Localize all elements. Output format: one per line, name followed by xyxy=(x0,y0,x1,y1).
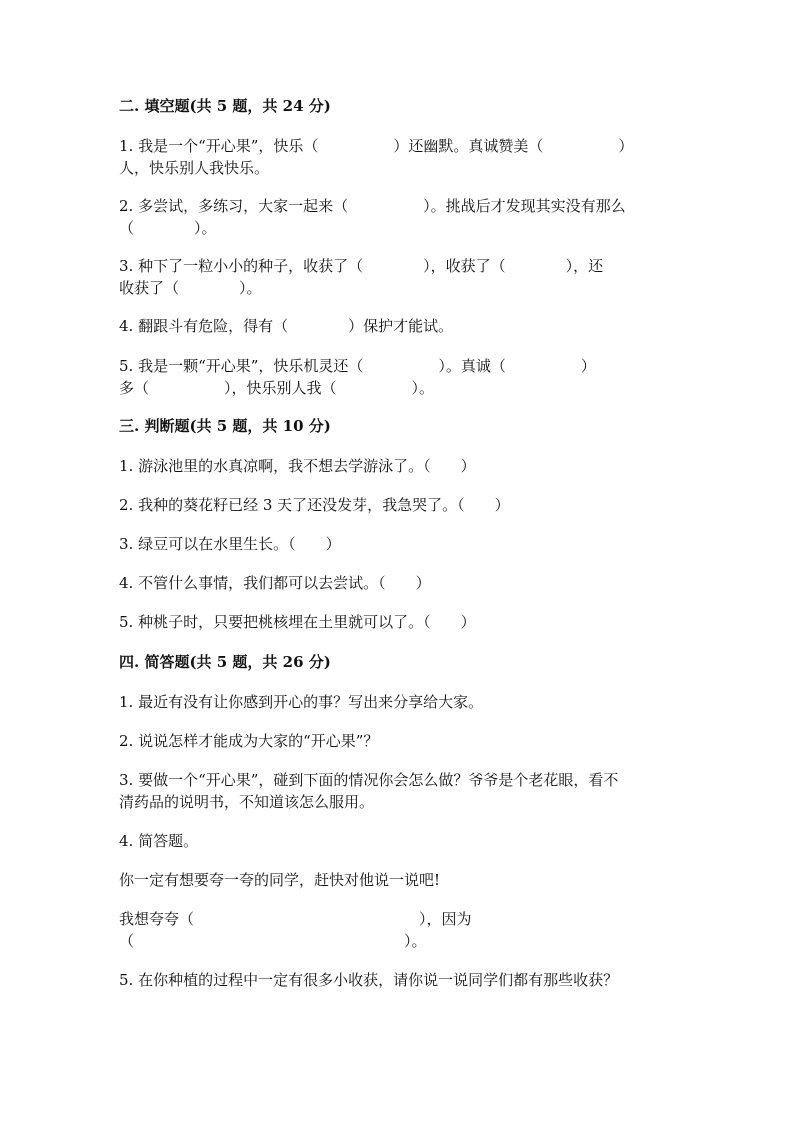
short-answer-q4-prompt: 你一定有想要夸一夸的同学，赶快对他说一说吧! xyxy=(119,871,441,889)
section-heading-fill-blank: 二. 填空题(共 5 题，共 24 分) xyxy=(119,97,331,115)
fill-blank-q5-line1: 5. 我是一颗“开心果”，快乐机灵还（ ）。真诚（ ） xyxy=(119,357,596,375)
section-heading-true-false: 三. 判断题(共 5 题，共 10 分) xyxy=(119,417,331,435)
fill-blank-q1-line2: 人，快乐别人我快乐。 xyxy=(119,159,270,177)
true-false-q1: 1. 游泳池里的水真凉啊，我不想去学游泳了。（ ） xyxy=(119,457,476,475)
true-false-q3: 3. 绿豆可以在水里生长。（ ） xyxy=(119,535,341,553)
short-answer-q4-line2: （ ）。 xyxy=(119,932,427,950)
fill-blank-q4-line1: 4. 翻跟斗有危险，得有（ ）保护才能试。 xyxy=(119,317,454,335)
short-answer-q5: 5. 在你种植的过程中一定有很多小收获，请你说一说同学们都有那些收获？ xyxy=(119,971,619,989)
short-answer-q4-title: 4. 简答题。 xyxy=(119,832,199,850)
fill-blank-q2-line1: 2. 多尝试，多练习，大家一起来（ ）。挑战后才发现其实没有那么 xyxy=(119,197,626,215)
fill-blank-q1-line1: 1. 我是一个“开心果”，快乐（ ）还幽默。真诚赞美（ ） xyxy=(119,137,634,155)
fill-blank-q2-line2: （ ）。 xyxy=(119,219,217,237)
fill-blank-q3-line2: 收获了（ ）。 xyxy=(119,279,262,297)
true-false-q4: 4. 不管什么事情，我们都可以去尝试。（ ） xyxy=(119,574,431,592)
short-answer-q1: 1. 最近有没有让你感到开心的事？写出来分享给大家。 xyxy=(119,693,484,711)
true-false-q2: 2. 我种的葵花籽已经 3 天了还没发芽，我急哭了。（ ） xyxy=(119,496,510,514)
short-answer-q3-line2: 清药品的说明书，不知道该怎么服用。 xyxy=(119,793,375,811)
true-false-q5: 5. 种桃子时，只要把桃核埋在土里就可以了。（ ） xyxy=(119,613,476,631)
fill-blank-q3-line1: 3. 种下了一粒小小的种子，收获了（ ），收获了（ ），还 xyxy=(119,257,604,275)
short-answer-q4-line1: 我想夸夸（ ），因为 xyxy=(119,910,472,928)
short-answer-q2: 2. 说说怎样才能成为大家的“开心果”？ xyxy=(119,732,379,750)
fill-blank-q5-line2: 多（ ），快乐别人我（ ）。 xyxy=(119,379,435,397)
short-answer-q3-line1: 3. 要做一个“开心果”，碰到下面的情况你会怎么做？爷爷是个老花眼，看不 xyxy=(119,771,619,789)
section-heading-short-answer: 四. 简答题(共 5 题，共 26 分) xyxy=(119,653,331,671)
